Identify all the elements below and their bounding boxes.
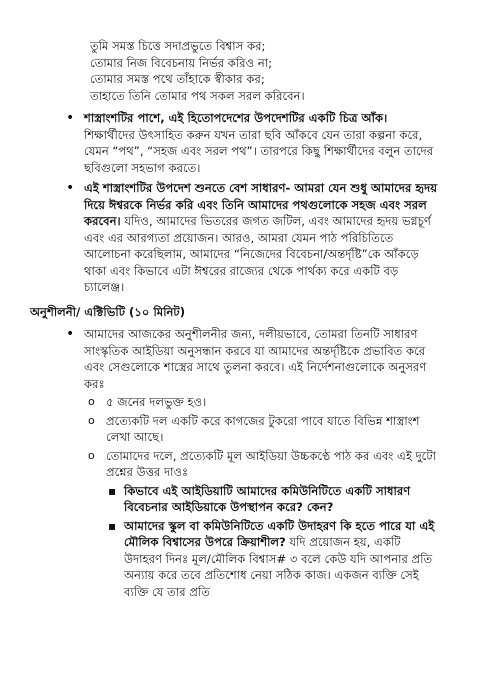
list-item <box>58 110 441 176</box>
scripture-quote <box>90 38 441 104</box>
bullet-bold-text: এই শাস্ত্রাংশটির উপদেশ শুনতে বেশ সাধারণ- আমরা যেন শুধু আমাদের হৃদয় দিয়ে ঈশ্বরকে নির্ভর করি এবং তিনি আমাদের পথগুলোকে সহজ এবং সরল করবেন। <box>84 181 438 228</box>
question-bold-text: আমাদের স্কুল বা কমিউনিটিতে একটি উদাহরণ কি হতে পারে যা এই মৌলিক বিশ্বাসের উপরে ক্রিয়াশীল? <box>124 518 435 549</box>
step-item: o ৫ জনের দলভুক্ত হও। <box>84 394 441 411</box>
step-item: o প্রত্যেকটি দল একটি করে কাগজের টুকরো পাবে যাতে বিভিন্ন শাস্ত্রাংশ লেখা আছে। <box>84 413 441 446</box>
quote-line: তোমার নিজ বিবেচনায় নির্ভর করিও না; <box>90 55 273 70</box>
bullet-text: যদিও, আমাদের ভিতরের জগত জটিল, এবং আমাদের হৃদয় ভগ্নচূর্ণ এবং এর আরগ্যতা প্রয়োজন। আরও, আমরা যেমন পাঠ পরিচিতিতে আলোচনা করেছিলাম, আমাদের “নিজেদের বিবেচনা/অন্তর্দৃষ্টি”কে আঁকড়ে থাকা এবং কিভাবে এটা ঈশ্বরের রাজ্যের থেকে পার্থক্য করে একটি বড় চ্যালেঞ্জ। <box>84 214 431 294</box>
list-item <box>58 180 441 296</box>
steps-list <box>84 394 441 600</box>
question-item <box>106 518 441 601</box>
question-bold-text: কিভাবে এই আইডিয়াটি আমাদের কমিউনিটিতে একটি সাধারণ বিবেচনার আইডিয়াকে উপস্থাপন করে? কেন? <box>124 483 411 514</box>
quote-line: তাহাতে তিনি তোমার পথ সকল সরল করিবেন। <box>90 88 305 103</box>
bullet-bold-text: শাস্ত্রাংশটির পাশে, এই হিতোপদেশের উপদেশটির একটি চিত্র আঁক। <box>84 111 388 125</box>
questions-list <box>106 483 441 601</box>
question-text: যদি প্রয়োজন হয়, একটি উদাহরণ দিনঃ মূল/মৌলিক বিশ্বাস# ৩ বলে কেউ যদি আপনার প্রতি অন্যায় করে তবে প্রতিশোধ নেয়া সঠিক কাজ। একজন ব্যক্তি সেই ব্যক্তি যে তার প্রতি <box>124 535 433 599</box>
step-item <box>84 448 441 601</box>
list-item <box>58 326 441 600</box>
quote-line: তুমি সমস্ত চিত্তে সদাপ্রভুতে বিশ্বাস কর; <box>90 39 266 53</box>
top-bullet-list <box>58 110 441 296</box>
step-text: তোমাদের দলে, প্রত্যেকটি মূল আইডিয়া উচ্চকণ্ঠে পাঠ কর এবং এই দুটো প্রশ্নের উত্তর দাওঃ <box>106 448 437 479</box>
quote-line: তোমার সমস্ত পথে তাঁহাকে স্বীকার কর; <box>90 72 265 86</box>
activity-list <box>58 326 441 600</box>
activity-heading: অনুশীলনী/ এক্টিভিটি (১০ মিনিট) <box>30 304 186 319</box>
bullet-text: শিক্ষার্থীদের উৎসাহিত করুন যখন তারা ছবি আঁকবে যেন তারা কল্পনা করে, যেমন “পথ”, “সহজ এবং সরল পথ”। তারপরে কিছু শিক্ষার্থীদের বলুন তাদের ছবিগুলো সহভাগ করতে। <box>84 127 434 175</box>
question-item <box>106 483 441 516</box>
activity-intro: আমাদের আজকের অনুশীলনীর জন্য, দলীয়ভাবে, তোমরা তিনটি সাধারণ সাংস্কৃতিক আইডিয়া অনুসন্ধান করবে যা আমাদের অন্তর্দৃষ্টিকে প্রভাবিত করে এবং সেগুলোকে শাস্ত্রের সাথে তুলনা করবে। এই নির্দেশনাগুলোকে অনুসরণ করঃ <box>84 327 427 391</box>
